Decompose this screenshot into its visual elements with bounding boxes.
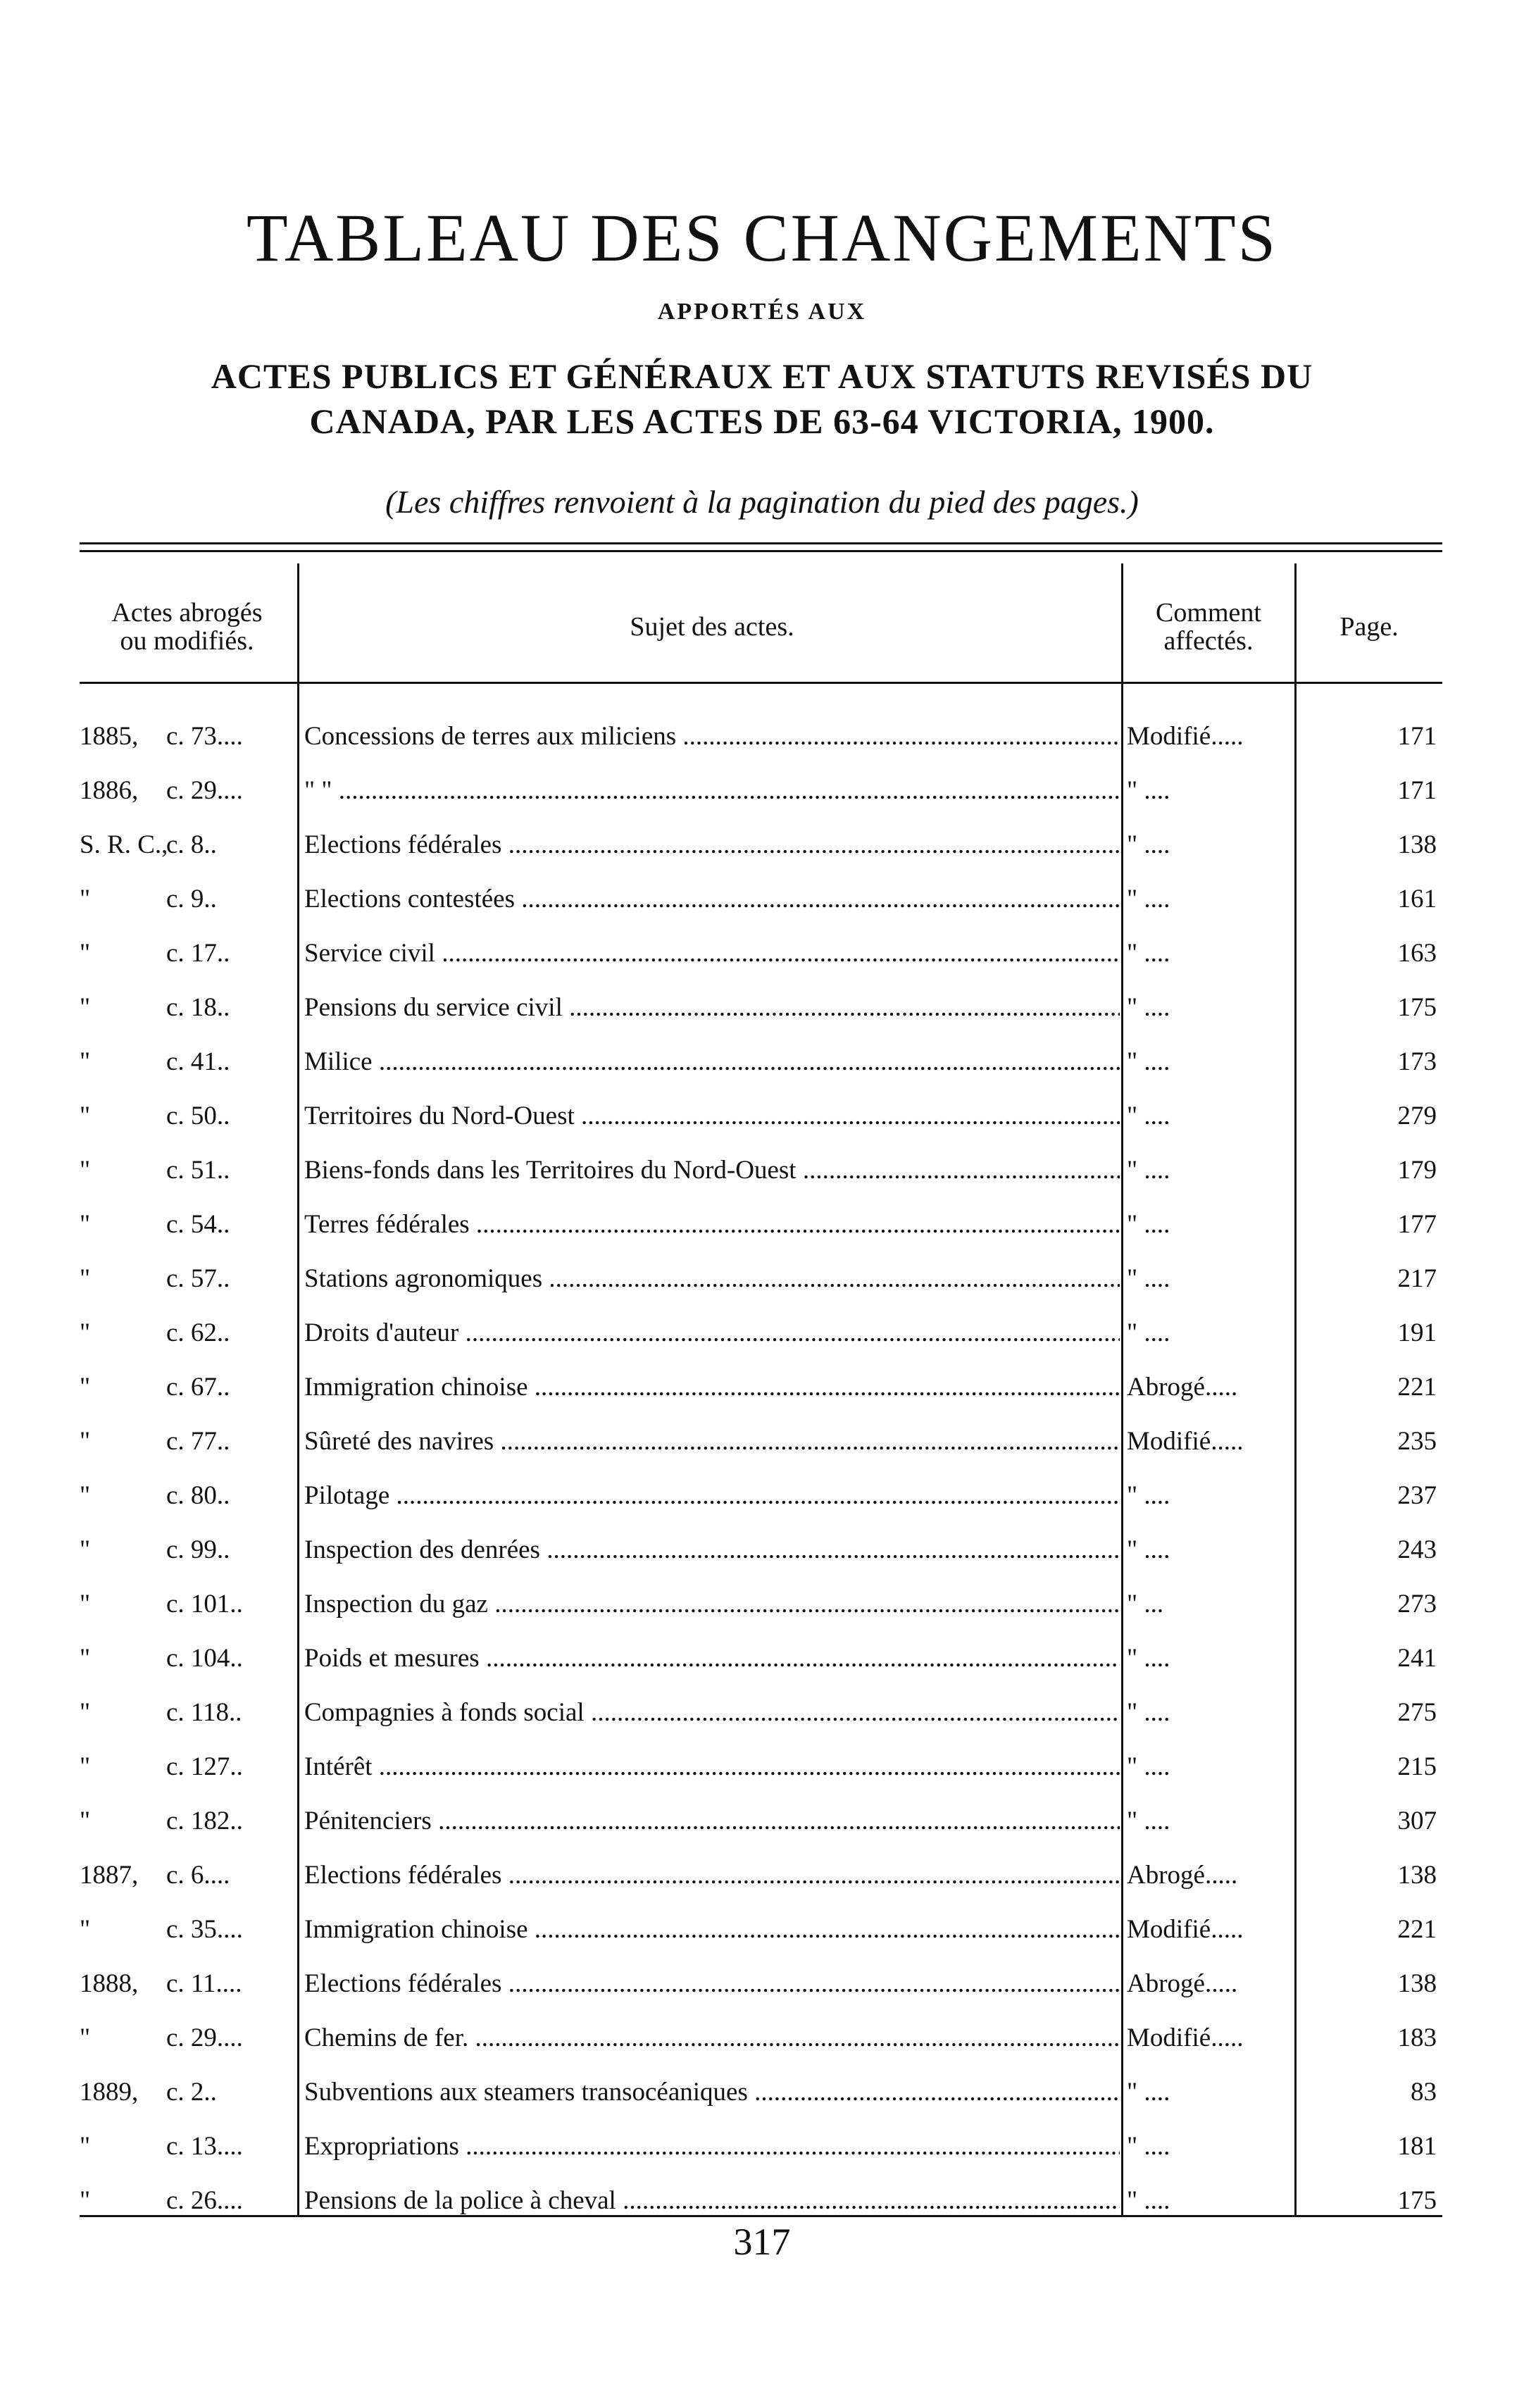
row-effect: " .... (1127, 830, 1170, 859)
top-double-rule-1 (80, 542, 1442, 544)
row-year: " (80, 885, 91, 913)
row-year: " (80, 1698, 91, 1727)
row-subject: Elections fédérales ..... (304, 830, 1120, 860)
row-page: 175 (1397, 2186, 1437, 2215)
row-effect: " .... (1127, 885, 1170, 913)
row-effect: Abrogé..... (1127, 1861, 1238, 1890)
table-row (0, 925, 1524, 980)
row-year: " (80, 1752, 91, 1781)
row-effect: " .... (1127, 993, 1170, 1022)
row-chapter: c. 29.... (166, 776, 243, 805)
row-chapter: c. 11.... (166, 1969, 242, 1998)
row-subject: Droits d'auteur ..... (304, 1318, 1120, 1348)
row-page: 237 (1397, 1481, 1437, 1510)
row-effect: " .... (1127, 1752, 1170, 1781)
row-effect: " .... (1127, 2186, 1170, 2215)
row-year: 1887, (80, 1861, 139, 1890)
row-chapter: c. 77.. (166, 1427, 230, 1456)
row-chapter: c. 17.. (166, 939, 230, 968)
row-subject: Intérêt ..... (304, 1752, 1120, 1782)
row-chapter: c. 67.. (166, 1373, 230, 1402)
table-row (0, 2173, 1524, 2227)
row-page: 138 (1397, 830, 1437, 859)
row-year: S. R. C., (80, 830, 168, 859)
row-subject: Concessions de terres aux miliciens ..... (304, 721, 1120, 751)
row-effect: Abrogé..... (1127, 1969, 1238, 1998)
row-subject: Stations agronomiques ..... (304, 1264, 1120, 1294)
row-subject: Elections contestées ..... (304, 884, 1120, 914)
top-double-rule-2 (80, 550, 1442, 552)
row-effect: Modifié..... (1127, 2023, 1244, 2052)
row-chapter: c. 99.. (166, 1535, 230, 1564)
row-year: " (80, 1644, 91, 1673)
row-effect: Abrogé..... (1127, 1373, 1238, 1402)
row-effect: " .... (1127, 1481, 1170, 1510)
header-subject: Sujet des actes. (630, 612, 794, 642)
row-effect: " .... (1127, 1807, 1170, 1835)
row-subject: Pilotage ..... (304, 1480, 1120, 1511)
row-effect: " .... (1127, 1644, 1170, 1673)
table-row (0, 1739, 1524, 1793)
row-effect: " .... (1127, 1047, 1170, 1076)
row-chapter: c. 18.. (166, 993, 230, 1022)
table-row (0, 817, 1524, 871)
row-year: 1885, (80, 722, 139, 751)
row-page: 175 (1397, 993, 1437, 1022)
heading (113, 354, 1411, 444)
row-subject: Subventions aux steamers transocéaniques ..... (304, 2077, 1120, 2107)
pagination-note: (Les chiffres renvoient à la pagination du pied des pages.) (385, 484, 1139, 520)
table-row (0, 709, 1524, 763)
table-row (0, 1630, 1524, 1685)
row-chapter: c. 13.... (166, 2132, 243, 2161)
page-number: 317 (733, 2221, 791, 2263)
row-chapter: c. 41.. (166, 1047, 230, 1076)
row-year: " (80, 1210, 91, 1239)
row-page: 177 (1397, 1210, 1437, 1239)
row-chapter: c. 73.... (166, 722, 243, 751)
row-page: 163 (1397, 939, 1437, 968)
table-row (0, 1251, 1524, 1305)
row-page: 191 (1397, 1318, 1437, 1347)
row-year: " (80, 2023, 91, 2052)
header-page: Page. (1339, 612, 1399, 642)
table-row (0, 1902, 1524, 1956)
row-subject: Immigration chinoise ..... (304, 1914, 1120, 1945)
row-subject: Inspection du gaz ..... (304, 1589, 1120, 1619)
row-chapter: c. 104.. (166, 1644, 243, 1673)
row-year: 1889, (80, 2078, 139, 2107)
row-subject: Terres fédérales ..... (304, 1209, 1120, 1240)
table-row (0, 1414, 1524, 1468)
row-subject: Biens-fonds dans les Territoires du Nord-Ouest ..... (304, 1155, 1120, 1185)
row-subject: Elections fédérales ..... (304, 1860, 1120, 1890)
table-row (0, 1088, 1524, 1142)
row-effect: " .... (1127, 2078, 1170, 2107)
table-row (0, 1576, 1524, 1630)
row-effect: " .... (1127, 1698, 1170, 1727)
row-chapter: c. 182.. (166, 1807, 243, 1835)
row-subject: " " ..... (304, 775, 1120, 806)
row-year: " (80, 1590, 91, 1618)
row-effect: " .... (1127, 1535, 1170, 1564)
row-page: 171 (1397, 776, 1437, 805)
row-year: " (80, 1915, 91, 1944)
table-row (0, 2010, 1524, 2064)
row-page: 138 (1397, 1861, 1437, 1890)
row-chapter: c. 35.... (166, 1915, 243, 1944)
row-subject: Pénitenciers ..... (304, 1806, 1120, 1836)
row-page: 307 (1397, 1807, 1437, 1835)
row-year: 1886, (80, 776, 139, 805)
row-effect: " .... (1127, 1210, 1170, 1239)
row-page: 161 (1397, 885, 1437, 913)
row-year: " (80, 2132, 91, 2161)
row-subject: Chemins de fer. ..... (304, 2023, 1120, 2053)
row-page: 243 (1397, 1535, 1437, 1564)
row-page: 241 (1397, 1644, 1437, 1673)
row-year: " (80, 1427, 91, 1456)
row-year: " (80, 1481, 91, 1510)
table-row (0, 1468, 1524, 1522)
row-subject: Territoires du Nord-Ouest ..... (304, 1101, 1120, 1131)
table-row (0, 2119, 1524, 2173)
row-year: " (80, 1807, 91, 1835)
row-subject: Elections fédérales ..... (304, 1969, 1120, 1999)
row-page: 275 (1397, 1698, 1437, 1727)
row-page: 181 (1397, 2132, 1437, 2161)
row-chapter: c. 8.. (166, 830, 217, 859)
table-row (0, 2064, 1524, 2119)
row-effect: " .... (1127, 1264, 1170, 1293)
row-year: " (80, 1318, 91, 1347)
row-effect: " .... (1127, 1156, 1170, 1185)
row-page: 83 (1411, 2078, 1437, 2107)
row-effect: " .... (1127, 1102, 1170, 1130)
row-subject: Compagnies à fonds social ..... (304, 1697, 1120, 1728)
row-subject: Immigration chinoise ..... (304, 1372, 1120, 1402)
row-year: " (80, 993, 91, 1022)
table-row (0, 1034, 1524, 1088)
row-chapter: c. 2.. (166, 2078, 217, 2107)
row-effect: " .... (1127, 1318, 1170, 1347)
row-effect: " .... (1127, 2132, 1170, 2161)
table-row (0, 763, 1524, 817)
subtitle: APPORTÉS AUX (657, 299, 867, 325)
heading-line-1: ACTES PUBLICS ET GÉNÉRAUX ET AUX STATUTS REVISÉS DU (211, 356, 1313, 396)
row-page: 173 (1397, 1047, 1437, 1076)
table-row (0, 1522, 1524, 1576)
row-year: " (80, 1373, 91, 1402)
row-chapter: c. 101.. (166, 1590, 243, 1618)
row-chapter: c. 62.. (166, 1318, 230, 1347)
row-chapter: c. 9.. (166, 885, 217, 913)
row-chapter: c. 51.. (166, 1156, 230, 1185)
row-page: 221 (1397, 1915, 1437, 1944)
row-page: 235 (1397, 1427, 1437, 1456)
row-subject: Poids et mesures ..... (304, 1643, 1120, 1673)
table-row (0, 1359, 1524, 1414)
row-subject: Pensions de la police à cheval ..... (304, 2185, 1120, 2216)
row-chapter: c. 127.. (166, 1752, 243, 1781)
row-chapter: c. 50.. (166, 1102, 230, 1130)
row-page: 183 (1397, 2023, 1437, 2052)
row-effect: " ... (1127, 1590, 1164, 1618)
row-effect: " .... (1127, 939, 1170, 968)
row-year: " (80, 1047, 91, 1076)
row-chapter: c. 57.. (166, 1264, 230, 1293)
row-chapter: c. 118.. (166, 1698, 242, 1727)
row-page: 273 (1397, 1590, 1437, 1618)
row-page: 221 (1397, 1373, 1437, 1402)
row-chapter: c. 29.... (166, 2023, 243, 2052)
heading-line-2: CANADA, PAR LES ACTES DE 63-64 VICTORIA, 1900. (309, 401, 1215, 441)
row-subject: Sûreté des navires ..... (304, 1426, 1120, 1456)
row-chapter: c. 54.. (166, 1210, 230, 1239)
row-page: 138 (1397, 1969, 1437, 1998)
row-page: 215 (1397, 1752, 1437, 1781)
row-subject: Milice ..... (304, 1047, 1120, 1077)
row-subject: Expropriations ..... (304, 2131, 1120, 2161)
table-row (0, 980, 1524, 1034)
table-row (0, 1793, 1524, 1847)
row-subject: Service civil ..... (304, 938, 1120, 968)
table-row (0, 871, 1524, 925)
table-row (0, 1685, 1524, 1739)
row-subject: Inspection des denrées ..... (304, 1535, 1120, 1565)
table-row (0, 1142, 1524, 1197)
row-page: 171 (1397, 722, 1437, 751)
table-row (0, 1847, 1524, 1902)
row-effect: Modifié..... (1127, 722, 1244, 751)
row-page: 217 (1397, 1264, 1437, 1293)
row-year: " (80, 1102, 91, 1130)
table-row (0, 1197, 1524, 1251)
row-year: 1888, (80, 1969, 139, 1998)
page-title: TABLEAU DES CHANGEMENTS (246, 200, 1278, 275)
row-year: " (80, 2186, 91, 2215)
row-chapter: c. 6.... (166, 1861, 230, 1890)
row-effect: Modifié..... (1127, 1915, 1244, 1944)
row-effect: Modifié..... (1127, 1427, 1244, 1456)
row-page: 279 (1397, 1102, 1437, 1130)
header-affected: Comment affectés. (1156, 598, 1261, 656)
row-subject: Pensions du service civil ..... (304, 992, 1120, 1023)
row-chapter: c. 80.. (166, 1481, 230, 1510)
row-year: " (80, 939, 91, 968)
row-year: " (80, 1264, 91, 1293)
header-bottom-rule (80, 682, 1442, 684)
row-year: " (80, 1156, 91, 1185)
row-chapter: c. 26.... (166, 2186, 243, 2215)
table-row (0, 1305, 1524, 1359)
row-page: 179 (1397, 1156, 1437, 1185)
row-year: " (80, 1535, 91, 1564)
row-effect: " .... (1127, 776, 1170, 805)
header-acts: Actes abrogés ou modifiés. (111, 598, 263, 656)
table-row (0, 1956, 1524, 2010)
